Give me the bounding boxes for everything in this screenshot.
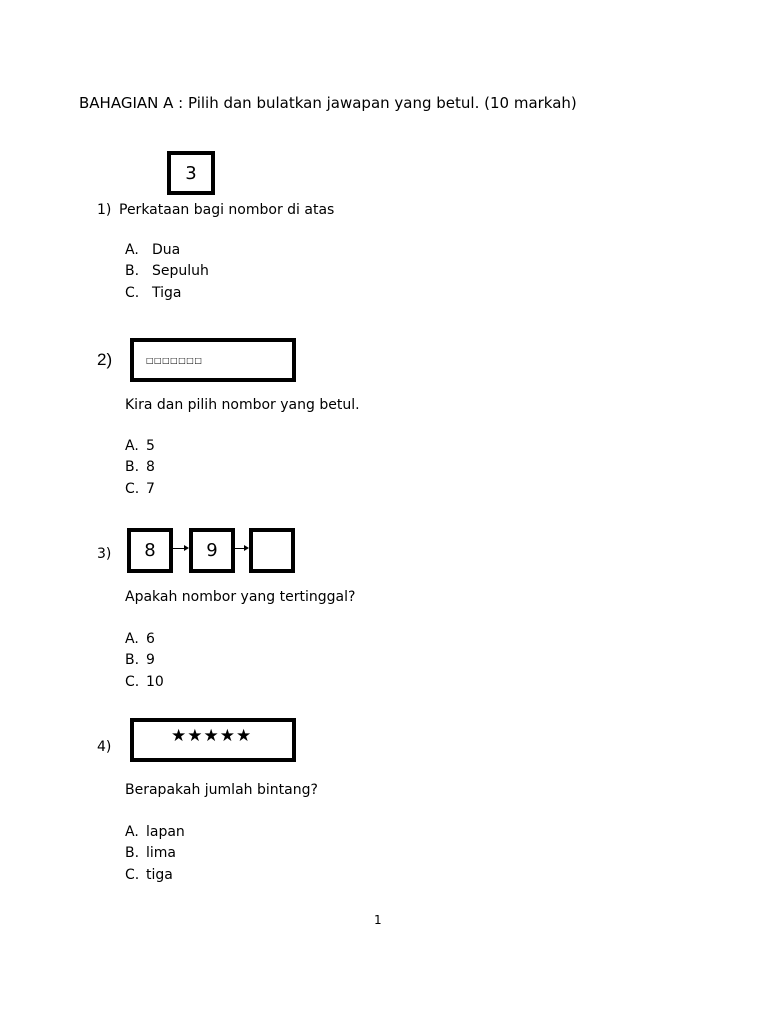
- q1-option-b[interactable]: [125, 263, 209, 279]
- q2-option-c[interactable]: [125, 481, 155, 497]
- option-letter: B.: [125, 845, 140, 861]
- option-text: 6: [146, 631, 155, 647]
- q2-option-b[interactable]: [125, 459, 155, 475]
- q3-option-b[interactable]: [125, 652, 155, 668]
- option-letter: C.: [125, 285, 140, 301]
- option-text: Dua: [152, 242, 181, 258]
- option-text: Sepuluh: [152, 263, 209, 279]
- q4-star-box: [130, 718, 296, 762]
- q3-sequence-value-2: 9: [206, 540, 218, 561]
- option-letter: A.: [125, 631, 139, 647]
- q2-count-box: [130, 338, 296, 382]
- q4-number: 4): [97, 739, 112, 755]
- option-letter: B.: [125, 263, 140, 279]
- option-text: 8: [146, 459, 155, 475]
- q4-option-b[interactable]: [125, 845, 176, 861]
- option-text: 9: [146, 652, 155, 668]
- q3-sequence-box-3: [249, 528, 295, 573]
- option-text: lima: [146, 845, 176, 861]
- page-number: 1: [374, 913, 382, 927]
- option-text: lapan: [146, 824, 185, 840]
- q2-box-glyphs: □□□□□□□: [146, 356, 203, 365]
- q3-sequence-value-1: 8: [144, 540, 156, 561]
- option-text: 10: [146, 674, 164, 690]
- option-letter: A.: [125, 824, 139, 840]
- q4-question: Berapakah jumlah bintang?: [125, 782, 318, 798]
- q3-question: Apakah nombor yang tertinggal?: [125, 589, 356, 605]
- q1-option-a[interactable]: [125, 242, 180, 258]
- section-heading: BAHAGIAN A : Pilih dan bulatkan jawapan yang betul. (10 markah): [79, 94, 577, 112]
- q1-option-c[interactable]: [125, 285, 181, 301]
- arrow-line: [173, 548, 184, 549]
- q1-box-value: 3: [185, 162, 197, 184]
- option-letter: A.: [125, 438, 139, 454]
- option-letter: A.: [125, 242, 139, 258]
- q3-sequence-box-1: [127, 528, 173, 573]
- star-icon-row: ★★★★★: [171, 726, 253, 746]
- option-letter: C.: [125, 481, 140, 497]
- q2-question: Kira dan pilih nombor yang betul.: [125, 397, 360, 413]
- option-text: 5: [146, 438, 155, 454]
- option-letter: C.: [125, 867, 140, 883]
- q3-option-c[interactable]: [125, 674, 164, 690]
- q3-sequence-box-2: [189, 528, 235, 573]
- arrow-line: [235, 548, 244, 549]
- q1-number-box: [167, 151, 215, 195]
- q2-number: 2): [97, 350, 113, 369]
- option-text: 7: [146, 481, 155, 497]
- q3-number: 3): [97, 546, 112, 562]
- option-text: tiga: [146, 867, 173, 883]
- option-letter: C.: [125, 674, 140, 690]
- q4-option-c[interactable]: [125, 867, 173, 883]
- option-text: Tiga: [152, 285, 182, 301]
- option-letter: B.: [125, 652, 140, 668]
- q1-question: Perkataan bagi nombor di atas: [119, 202, 335, 218]
- option-letter: B.: [125, 459, 140, 475]
- q3-option-a[interactable]: [125, 631, 155, 647]
- q1-number: 1): [97, 202, 112, 218]
- q2-option-a[interactable]: [125, 438, 155, 454]
- q4-option-a[interactable]: [125, 824, 185, 840]
